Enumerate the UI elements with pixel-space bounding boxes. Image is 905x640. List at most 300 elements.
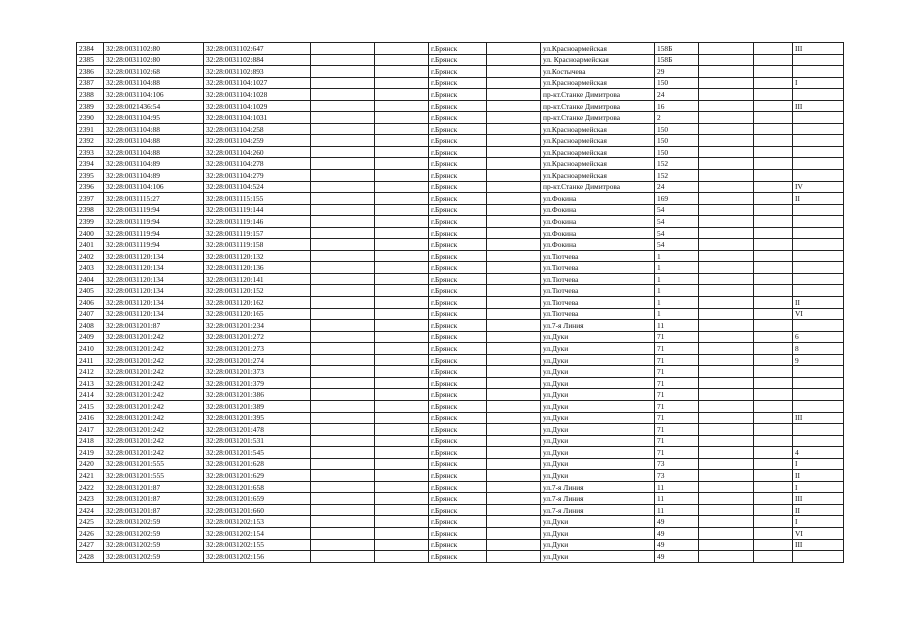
cell-building-number: 32:28:0031115:155 <box>204 193 311 205</box>
cell-street: ул.Дуки <box>541 412 655 424</box>
cell-extra-d <box>699 146 754 158</box>
cell-house-number: 49 <box>655 527 699 539</box>
cell-extra-b <box>375 250 429 262</box>
cell-extra-b <box>375 481 429 493</box>
cell-building-number: 32:28:0031202:153 <box>204 516 311 528</box>
table-row <box>77 343 844 355</box>
cell-extra-c <box>487 412 541 424</box>
table-row <box>77 54 844 66</box>
cell-extra-d <box>699 366 754 378</box>
cell-record-number: 2397 <box>77 193 104 205</box>
cell-extra-d <box>699 170 754 182</box>
cell-extra-a <box>311 389 375 401</box>
cell-street: ул.Фокина <box>541 216 655 228</box>
cell-extra-d <box>699 377 754 389</box>
cell-record-number: 2393 <box>77 146 104 158</box>
cell-parcel-number: 32:28:0031115:27 <box>104 193 204 205</box>
cell-extra-d <box>699 135 754 147</box>
table-row <box>77 354 844 366</box>
cell-building-number: 32:28:0031201:478 <box>204 424 311 436</box>
cell-extra-d <box>699 66 754 78</box>
cell-city: г.Брянск <box>429 227 487 239</box>
cell-extra-c <box>487 146 541 158</box>
cell-extra-e <box>754 43 793 55</box>
cell-record-number: 2423 <box>77 493 104 505</box>
cell-city: г.Брянск <box>429 424 487 436</box>
cell-building-number: 32:28:0031102:893 <box>204 66 311 78</box>
table-row <box>77 504 844 516</box>
cell-house-number: 71 <box>655 377 699 389</box>
table-row <box>77 320 844 332</box>
cell-parcel-number: 32:28:0031201:242 <box>104 389 204 401</box>
cell-floor <box>793 262 844 274</box>
cell-house-number: 71 <box>655 412 699 424</box>
table-row <box>77 146 844 158</box>
cell-building-number: 32:28:0031201:379 <box>204 377 311 389</box>
cell-building-number: 32:28:0031201:389 <box>204 400 311 412</box>
cell-extra-b <box>375 170 429 182</box>
cell-city: г.Брянск <box>429 100 487 112</box>
cell-parcel-number: 32:28:0031201:242 <box>104 354 204 366</box>
cell-street: ул.Красноармейская <box>541 123 655 135</box>
cell-city: г.Брянск <box>429 158 487 170</box>
cell-house-number: 1 <box>655 308 699 320</box>
cell-house-number: 152 <box>655 170 699 182</box>
cell-extra-b <box>375 262 429 274</box>
cell-floor: 8 <box>793 343 844 355</box>
cell-city: г.Брянск <box>429 54 487 66</box>
cell-extra-d <box>699 123 754 135</box>
cell-extra-e <box>754 262 793 274</box>
cell-record-number: 2384 <box>77 43 104 55</box>
cell-extra-a <box>311 320 375 332</box>
cell-extra-b <box>375 158 429 170</box>
cell-extra-b <box>375 504 429 516</box>
cell-extra-e <box>754 77 793 89</box>
table-row <box>77 216 844 228</box>
cell-extra-a <box>311 447 375 459</box>
cell-street: ул.Дуки <box>541 470 655 482</box>
cell-extra-c <box>487 551 541 563</box>
cell-city: г.Брянск <box>429 285 487 297</box>
cell-parcel-number: 32:28:0031104:88 <box>104 135 204 147</box>
cell-city: г.Брянск <box>429 504 487 516</box>
cell-floor: 9 <box>793 354 844 366</box>
cell-floor <box>793 377 844 389</box>
cell-street: ул.Фокина <box>541 239 655 251</box>
cell-city: г.Брянск <box>429 89 487 101</box>
cell-extra-c <box>487 458 541 470</box>
table-row <box>77 458 844 470</box>
cell-house-number: 11 <box>655 493 699 505</box>
cell-extra-d <box>699 158 754 170</box>
cell-floor <box>793 400 844 412</box>
cell-city: г.Брянск <box>429 146 487 158</box>
cell-extra-a <box>311 135 375 147</box>
cell-street: ул.Фокина <box>541 227 655 239</box>
cell-city: г.Брянск <box>429 181 487 193</box>
cell-extra-c <box>487 320 541 332</box>
cell-parcel-number: 32:28:0031102:68 <box>104 66 204 78</box>
cell-extra-e <box>754 366 793 378</box>
cell-house-number: 71 <box>655 400 699 412</box>
cell-extra-c <box>487 400 541 412</box>
cell-extra-d <box>699 193 754 205</box>
cell-extra-b <box>375 135 429 147</box>
cell-extra-e <box>754 447 793 459</box>
cell-floor <box>793 112 844 124</box>
cell-record-number: 2406 <box>77 297 104 309</box>
cell-extra-c <box>487 424 541 436</box>
cell-city: г.Брянск <box>429 216 487 228</box>
cell-extra-e <box>754 308 793 320</box>
cell-street: пр-кт.Станке Димитрова <box>541 89 655 101</box>
table-row <box>77 250 844 262</box>
cell-city: г.Брянск <box>429 135 487 147</box>
cell-floor: I <box>793 516 844 528</box>
cell-building-number: 32:28:0031104:279 <box>204 170 311 182</box>
cell-building-number: 32:28:0031201:272 <box>204 331 311 343</box>
cell-record-number: 2400 <box>77 227 104 239</box>
cell-extra-b <box>375 458 429 470</box>
cell-house-number: 71 <box>655 366 699 378</box>
cell-extra-a <box>311 89 375 101</box>
cell-parcel-number: 32:28:0031201:242 <box>104 447 204 459</box>
cell-extra-a <box>311 239 375 251</box>
cell-extra-d <box>699 216 754 228</box>
cell-parcel-number: 32:28:0021436:54 <box>104 100 204 112</box>
cell-extra-b <box>375 389 429 401</box>
cell-extra-e <box>754 193 793 205</box>
cell-building-number: 32:28:0031104:278 <box>204 158 311 170</box>
cell-extra-e <box>754 343 793 355</box>
cell-parcel-number: 32:28:0031201:87 <box>104 493 204 505</box>
cell-city: г.Брянск <box>429 193 487 205</box>
cell-extra-b <box>375 89 429 101</box>
cell-house-number: 71 <box>655 354 699 366</box>
cell-extra-d <box>699 481 754 493</box>
cell-extra-a <box>311 227 375 239</box>
cell-extra-b <box>375 400 429 412</box>
cell-extra-d <box>699 493 754 505</box>
cell-extra-a <box>311 516 375 528</box>
cell-extra-b <box>375 470 429 482</box>
cell-extra-c <box>487 193 541 205</box>
cell-street: ул.Костычева <box>541 66 655 78</box>
cell-extra-b <box>375 493 429 505</box>
cell-building-number: 32:28:0031119:157 <box>204 227 311 239</box>
table-row <box>77 77 844 89</box>
cell-extra-c <box>487 343 541 355</box>
cell-floor <box>793 273 844 285</box>
cell-city: г.Брянск <box>429 389 487 401</box>
cell-house-number: 49 <box>655 516 699 528</box>
cell-extra-a <box>311 43 375 55</box>
cell-parcel-number: 32:28:0031201:242 <box>104 366 204 378</box>
cell-city: г.Брянск <box>429 400 487 412</box>
cell-extra-a <box>311 435 375 447</box>
cell-building-number: 32:28:0031104:1028 <box>204 89 311 101</box>
cell-house-number: 1 <box>655 262 699 274</box>
cell-parcel-number: 32:28:0031104:89 <box>104 170 204 182</box>
cell-extra-b <box>375 146 429 158</box>
cell-extra-d <box>699 43 754 55</box>
cell-extra-a <box>311 493 375 505</box>
cell-parcel-number: 32:28:0031201:555 <box>104 470 204 482</box>
cell-street: пр-кт.Станке Димитрова <box>541 181 655 193</box>
cell-record-number: 2399 <box>77 216 104 228</box>
cell-extra-c <box>487 447 541 459</box>
cell-floor: I <box>793 458 844 470</box>
cell-street: ул.Фокина <box>541 204 655 216</box>
cell-street: ул.Дуки <box>541 377 655 389</box>
cell-street: пр-кт.Станке Димитрова <box>541 100 655 112</box>
cell-parcel-number: 32:28:0031201:242 <box>104 424 204 436</box>
cell-house-number: 150 <box>655 146 699 158</box>
cell-city: г.Брянск <box>429 297 487 309</box>
cell-street: пр-кт.Станке Димитрова <box>541 112 655 124</box>
cell-extra-d <box>699 551 754 563</box>
cell-house-number: 16 <box>655 100 699 112</box>
cell-extra-e <box>754 250 793 262</box>
cell-building-number: 32:28:0031104:1031 <box>204 112 311 124</box>
cell-house-number: 24 <box>655 89 699 101</box>
table-row <box>77 481 844 493</box>
cell-city: г.Брянск <box>429 412 487 424</box>
cell-extra-d <box>699 354 754 366</box>
cell-extra-d <box>699 331 754 343</box>
cell-floor: II <box>793 470 844 482</box>
cell-extra-b <box>375 354 429 366</box>
table-row <box>77 366 844 378</box>
cell-extra-c <box>487 308 541 320</box>
cell-record-number: 2396 <box>77 181 104 193</box>
cell-extra-a <box>311 366 375 378</box>
cell-house-number: 152 <box>655 158 699 170</box>
cell-extra-b <box>375 285 429 297</box>
cell-extra-c <box>487 493 541 505</box>
cell-extra-c <box>487 504 541 516</box>
table-body <box>77 43 844 563</box>
cell-extra-a <box>311 204 375 216</box>
cell-extra-b <box>375 66 429 78</box>
cell-extra-c <box>487 516 541 528</box>
cell-extra-a <box>311 100 375 112</box>
cell-extra-a <box>311 343 375 355</box>
cell-extra-b <box>375 239 429 251</box>
cell-street: ул.Тютчева <box>541 250 655 262</box>
cell-building-number: 32:28:0031201:545 <box>204 447 311 459</box>
cell-street: ул.Дуки <box>541 354 655 366</box>
cell-extra-d <box>699 435 754 447</box>
cell-building-number: 32:28:0031202:156 <box>204 551 311 563</box>
cell-extra-d <box>699 539 754 551</box>
cell-street: ул.7-я Линия <box>541 504 655 516</box>
cell-extra-b <box>375 331 429 343</box>
cell-extra-a <box>311 170 375 182</box>
cell-extra-c <box>487 366 541 378</box>
cell-extra-e <box>754 54 793 66</box>
table-row <box>77 308 844 320</box>
cell-house-number: 71 <box>655 331 699 343</box>
cell-house-number: 54 <box>655 216 699 228</box>
table-row <box>77 89 844 101</box>
cell-extra-b <box>375 412 429 424</box>
cell-extra-e <box>754 458 793 470</box>
cell-city: г.Брянск <box>429 170 487 182</box>
cell-building-number: 32:28:0031120:136 <box>204 262 311 274</box>
table-row <box>77 100 844 112</box>
table-row <box>77 262 844 274</box>
cell-extra-a <box>311 331 375 343</box>
cell-street: ул.Тютчева <box>541 273 655 285</box>
cell-parcel-number: 32:28:0031104:89 <box>104 158 204 170</box>
cell-house-number: 11 <box>655 504 699 516</box>
cell-record-number: 2402 <box>77 250 104 262</box>
table-row <box>77 297 844 309</box>
cell-parcel-number: 32:28:0031201:555 <box>104 458 204 470</box>
cell-record-number: 2420 <box>77 458 104 470</box>
cell-parcel-number: 32:28:0031201:242 <box>104 377 204 389</box>
cell-record-number: 2415 <box>77 400 104 412</box>
cell-building-number: 32:28:0031104:1029 <box>204 100 311 112</box>
cell-extra-a <box>311 66 375 78</box>
cell-city: г.Брянск <box>429 250 487 262</box>
cell-record-number: 2390 <box>77 112 104 124</box>
cell-extra-e <box>754 146 793 158</box>
cell-extra-c <box>487 435 541 447</box>
cell-city: г.Брянск <box>429 539 487 551</box>
cell-record-number: 2418 <box>77 435 104 447</box>
cell-record-number: 2395 <box>77 170 104 182</box>
cell-building-number: 32:28:0031104:258 <box>204 123 311 135</box>
cell-record-number: 2398 <box>77 204 104 216</box>
cell-extra-b <box>375 447 429 459</box>
cell-building-number: 32:28:0031120:141 <box>204 273 311 285</box>
cell-extra-a <box>311 412 375 424</box>
cell-extra-a <box>311 77 375 89</box>
cell-extra-a <box>311 262 375 274</box>
cell-street: ул.Дуки <box>541 331 655 343</box>
cell-parcel-number: 32:28:0031120:134 <box>104 250 204 262</box>
cell-extra-e <box>754 389 793 401</box>
cell-floor: IV <box>793 181 844 193</box>
cell-extra-a <box>311 123 375 135</box>
cell-extra-a <box>311 216 375 228</box>
cell-house-number: 73 <box>655 458 699 470</box>
cell-floor: II <box>793 297 844 309</box>
cell-record-number: 2416 <box>77 412 104 424</box>
cell-extra-c <box>487 227 541 239</box>
cell-building-number: 32:28:0031104:260 <box>204 146 311 158</box>
cell-record-number: 2426 <box>77 527 104 539</box>
cell-extra-b <box>375 539 429 551</box>
cell-building-number: 32:28:0031119:144 <box>204 204 311 216</box>
cell-extra-d <box>699 504 754 516</box>
cell-city: г.Брянск <box>429 77 487 89</box>
cell-parcel-number: 32:28:0031120:134 <box>104 262 204 274</box>
cell-parcel-number: 32:28:0031119:94 <box>104 204 204 216</box>
cell-street: ул.Дуки <box>541 389 655 401</box>
cell-record-number: 2410 <box>77 343 104 355</box>
table-row <box>77 112 844 124</box>
cell-building-number: 32:28:0031120:152 <box>204 285 311 297</box>
cell-house-number: 71 <box>655 447 699 459</box>
cell-record-number: 2428 <box>77 551 104 563</box>
cell-extra-c <box>487 539 541 551</box>
cell-extra-a <box>311 112 375 124</box>
cell-extra-c <box>487 331 541 343</box>
cell-street: ул.Дуки <box>541 343 655 355</box>
cell-extra-d <box>699 424 754 436</box>
cell-extra-e <box>754 412 793 424</box>
cell-parcel-number: 32:28:0031201:242 <box>104 400 204 412</box>
cell-parcel-number: 32:28:0031120:134 <box>104 308 204 320</box>
cell-extra-e <box>754 112 793 124</box>
cell-house-number: 54 <box>655 204 699 216</box>
cell-extra-e <box>754 527 793 539</box>
table-row <box>77 158 844 170</box>
cell-street: ул.Дуки <box>541 551 655 563</box>
table-row <box>77 412 844 424</box>
cell-city: г.Брянск <box>429 366 487 378</box>
cell-extra-a <box>311 551 375 563</box>
cell-city: г.Брянск <box>429 527 487 539</box>
cell-building-number: 32:28:0031201:658 <box>204 481 311 493</box>
cell-floor: VI <box>793 527 844 539</box>
cell-floor <box>793 204 844 216</box>
cell-city: г.Брянск <box>429 516 487 528</box>
cell-extra-b <box>375 308 429 320</box>
cell-parcel-number: 32:28:0031119:94 <box>104 227 204 239</box>
cell-street: ул.7-я Линия <box>541 481 655 493</box>
cell-extra-d <box>699 308 754 320</box>
cell-extra-b <box>375 181 429 193</box>
cell-extra-c <box>487 273 541 285</box>
table-row <box>77 424 844 436</box>
cell-parcel-number: 32:28:0031104:95 <box>104 112 204 124</box>
cell-extra-e <box>754 89 793 101</box>
cell-extra-d <box>699 250 754 262</box>
cell-house-number: 169 <box>655 193 699 205</box>
cell-extra-c <box>487 100 541 112</box>
cell-house-number: 73 <box>655 470 699 482</box>
cell-parcel-number: 32:28:0031102:80 <box>104 43 204 55</box>
cell-parcel-number: 32:28:0031102:80 <box>104 54 204 66</box>
cell-extra-e <box>754 273 793 285</box>
cell-floor <box>793 227 844 239</box>
cell-extra-b <box>375 516 429 528</box>
cell-extra-e <box>754 481 793 493</box>
cell-city: г.Брянск <box>429 112 487 124</box>
cell-parcel-number: 32:28:0031201:242 <box>104 412 204 424</box>
cell-extra-e <box>754 377 793 389</box>
cell-extra-b <box>375 123 429 135</box>
cell-extra-e <box>754 424 793 436</box>
cell-extra-d <box>699 54 754 66</box>
cell-extra-b <box>375 54 429 66</box>
cell-extra-c <box>487 135 541 147</box>
cell-extra-e <box>754 331 793 343</box>
cell-record-number: 2412 <box>77 366 104 378</box>
cell-extra-d <box>699 89 754 101</box>
cell-floor <box>793 216 844 228</box>
cell-floor: I <box>793 77 844 89</box>
cell-record-number: 2387 <box>77 77 104 89</box>
cell-extra-a <box>311 354 375 366</box>
cell-house-number: 71 <box>655 435 699 447</box>
cell-building-number: 32:28:0031201:628 <box>204 458 311 470</box>
